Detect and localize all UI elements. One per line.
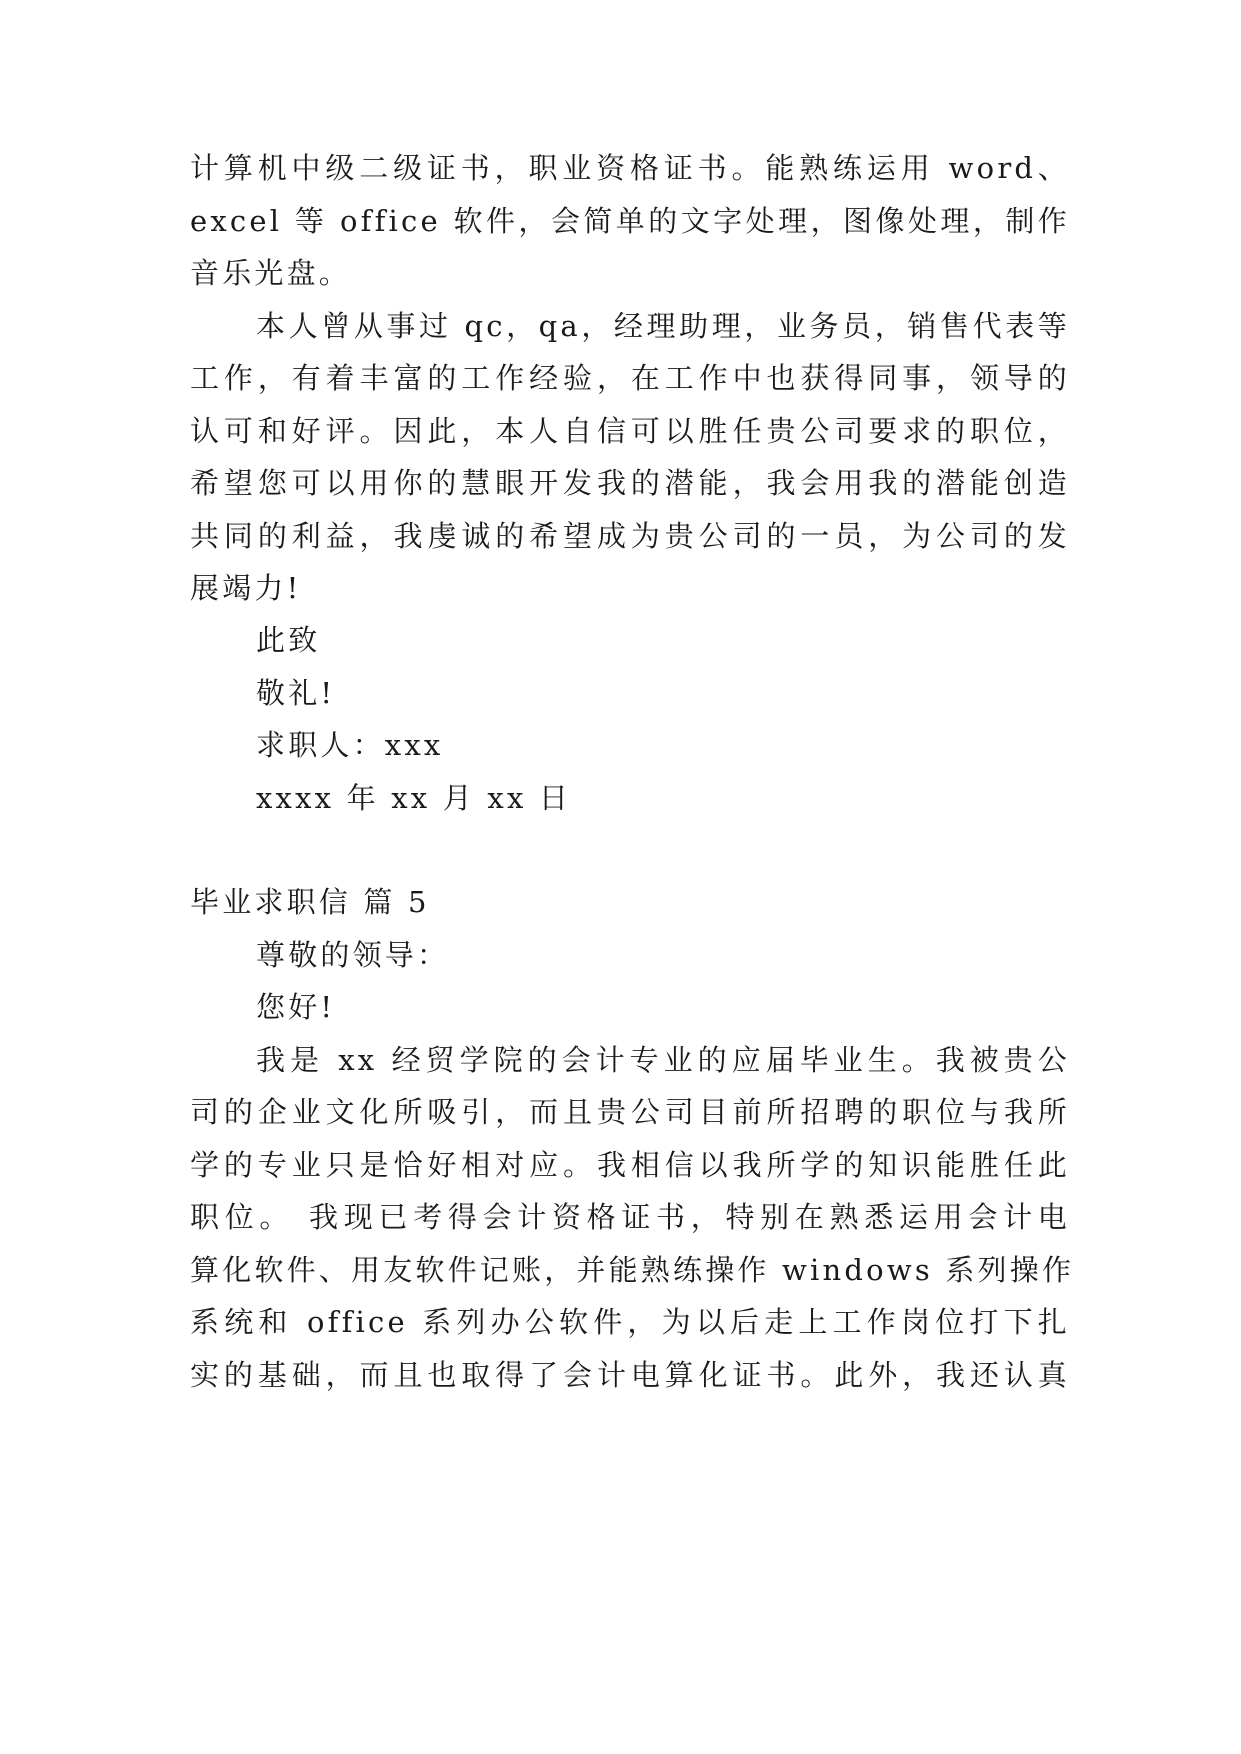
paragraph-line: 系统和 office 系列办公软件，为以后走上工作岗位打下扎 <box>190 1305 1070 1339</box>
closing-line: 敬礼! <box>256 676 336 710</box>
paragraph-line: 展竭力! <box>190 571 302 605</box>
paragraph-line: 职位。 我现已考得会计资格证书，特别在熟悉运用会计电 <box>190 1200 1070 1234</box>
paragraph-line: 认可和好评。因此，本人自信可以胜任贵公司要求的职位， <box>190 414 1070 448</box>
paragraph-line: 共同的利益，我虔诚的希望成为贵公司的一员，为公司的发 <box>190 519 1070 553</box>
paragraph-line: 算化软件、用友软件记账，并能熟练操作 windows 系列操作 <box>190 1253 1075 1287</box>
paragraph-line: 音乐光盘。 <box>190 256 352 290</box>
paragraph-line: 计算机中级二级证书，职业资格证书。能熟练运用 word、 <box>190 151 1070 185</box>
paragraph-line: 实的基础，而且也取得了会计电算化证书。此外，我还认真 <box>190 1358 1070 1392</box>
paragraph-line: 司的企业文化所吸引，而且贵公司目前所招聘的职位与我所 <box>190 1095 1070 1129</box>
paragraph-line: 本人曾从事过 qc，qa，经理助理，业务员，销售代表等 <box>256 309 1070 343</box>
paragraph-line: 我是 xx 经贸学院的会计专业的应届毕业生。我被贵公 <box>256 1043 1070 1077</box>
section-title: 毕业求职信 篇 5 <box>190 885 430 919</box>
paragraph-line: 工作，有着丰富的工作经验，在工作中也获得同事，领导的 <box>190 361 1070 395</box>
date-line: xxxx 年 xx 月 xx 日 <box>256 781 572 815</box>
paragraph-line: excel 等 office 软件，会简单的文字处理，图像处理，制作 <box>190 204 1070 238</box>
paragraph-line: 希望您可以用你的慧眼开发我的潜能，我会用我的潜能创造 <box>190 466 1070 500</box>
salutation-line: 尊敬的领导： <box>256 938 450 972</box>
signature-line: 求职人：xxx <box>256 728 444 762</box>
greeting-line: 您好! <box>256 990 336 1024</box>
paragraph-line: 学的专业只是恰好相对应。我相信以我所学的知识能胜任此 <box>190 1148 1070 1182</box>
closing-line: 此致 <box>256 623 321 657</box>
